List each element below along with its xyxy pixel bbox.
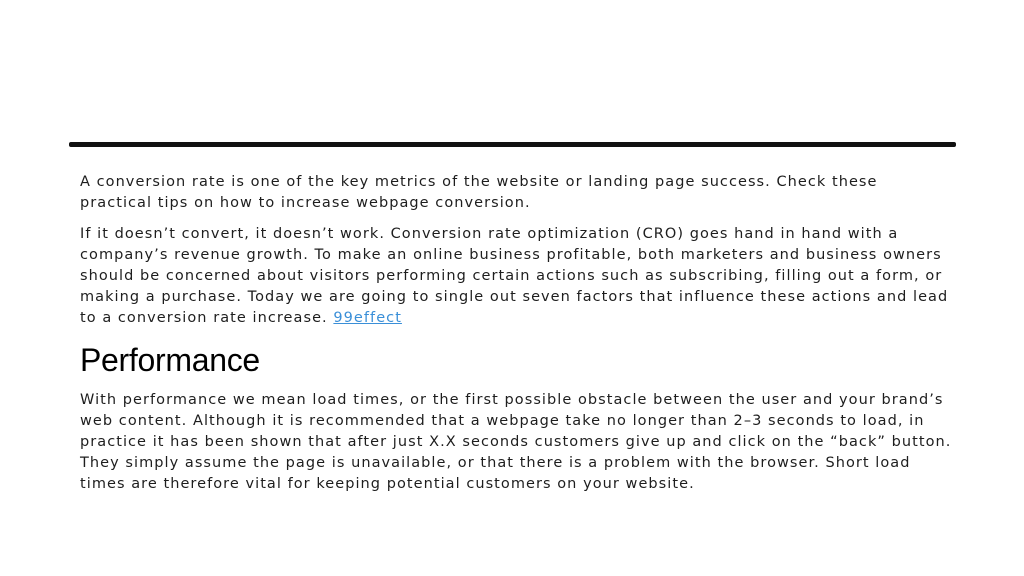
slide-content	[80, 172, 952, 505]
body-paragraph	[80, 224, 952, 329]
section-paragraph: With performance we mean load times, or the first possible obstacle between the user and your brand’s web content. Although it is recommended that a webpage take no longer than 2–3 seconds to load, in practice it has been shown that after just X.X seconds customers give up and click on the “back” button. They simply assume the page is unavailable, or that there is a problem with the browser. Short load times are therefore vital for keeping potential customers on your website.	[80, 392, 952, 492]
horizontal-divider	[69, 142, 956, 147]
intro-paragraph: A conversion rate is one of the key metrics of the website or landing page success. Check these practical tips on how to increase webpage conversion.	[80, 174, 878, 211]
section-heading: Performance	[80, 342, 260, 378]
body-text: If it doesn’t convert, it doesn’t work. Conversion rate optimization (CRO) goes hand in hand with a company’s revenue growth. To make an online business profitable, both marketers and business owners should be concerned about visitors performing certain actions such as subscribing, filling out a form, or making a purchase. Today we are going to single out seven factors that influence these actions and lead to a conversion rate increase.	[80, 226, 949, 326]
source-link[interactable]: 99effect	[333, 310, 402, 326]
